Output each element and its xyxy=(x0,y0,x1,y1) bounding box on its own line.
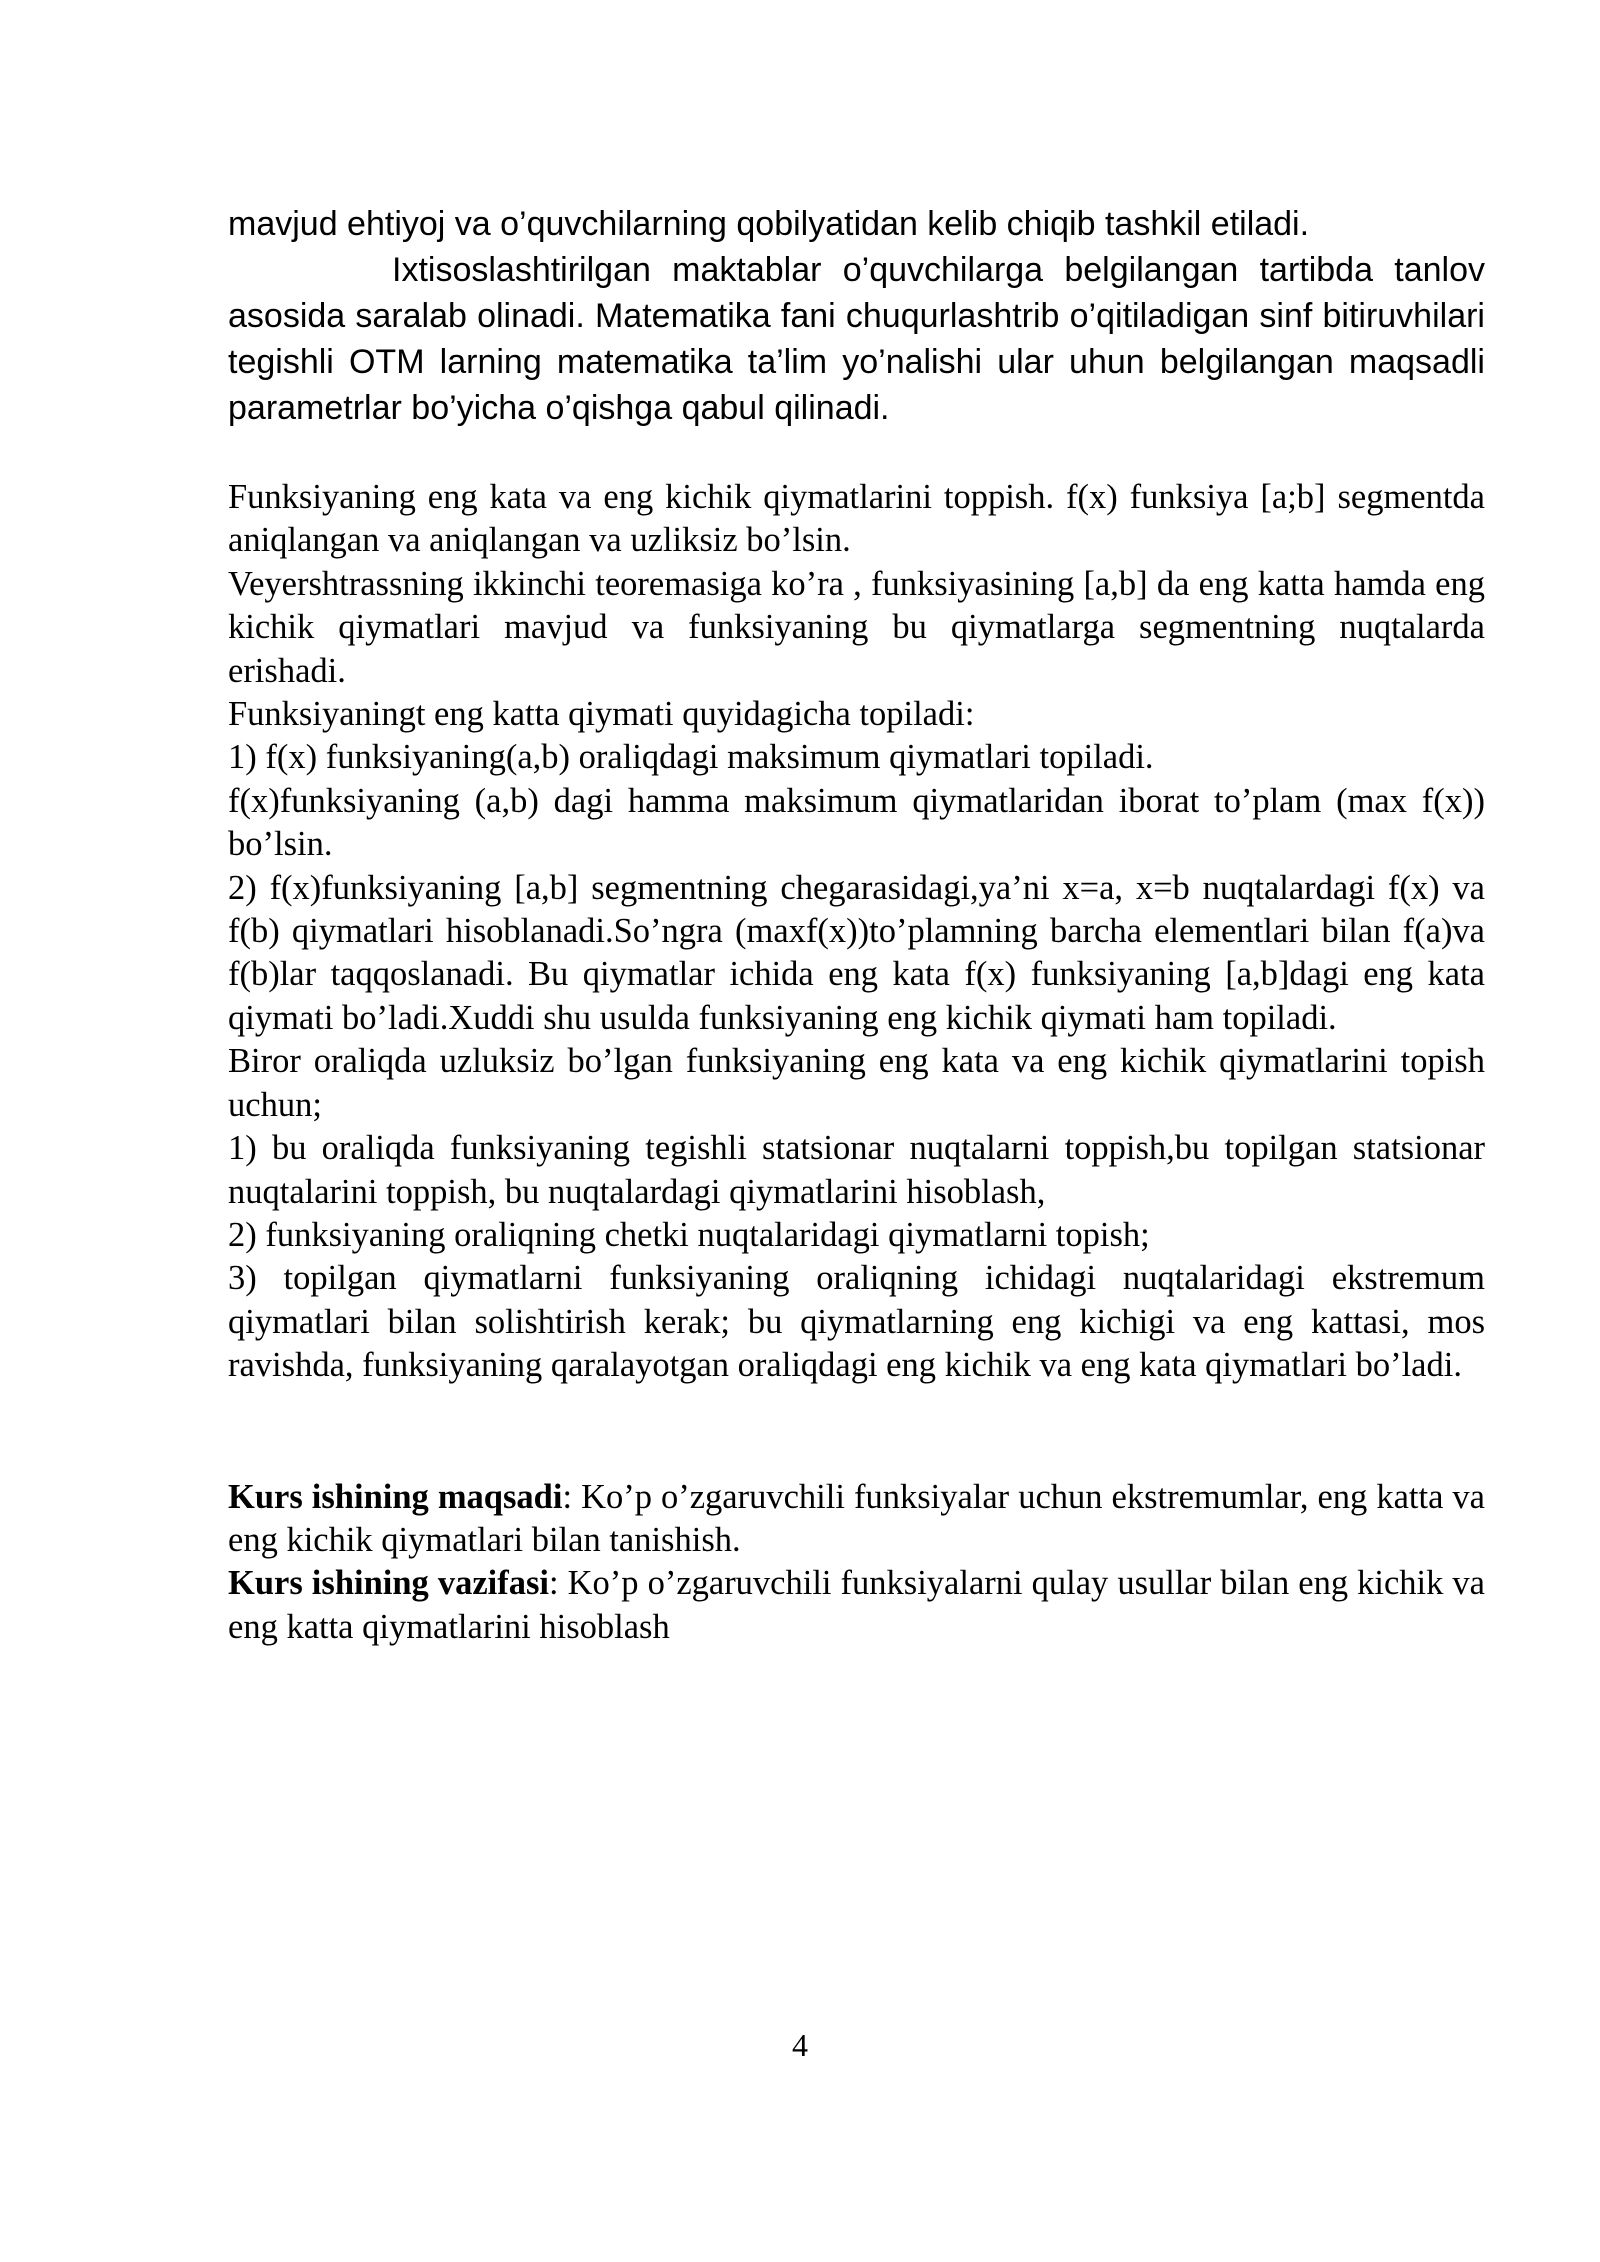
body-paragraph-1: Funksiyaning eng kata va eng kichik qiymatlarini toppish. f(x) funksiya [a;b] segmentda aniqlangan va aniqlangan va uzliksiz bo’lsin. xyxy=(228,478,1485,560)
body-paragraph-4: 1) f(x) funksiyaning(a,b) oraliqdagi maksimum qiymatlari topiladi. xyxy=(228,738,1154,777)
spacer xyxy=(228,431,1485,476)
course-task-label: Kurs ishining vazifasi xyxy=(228,1564,549,1603)
course-block xyxy=(228,1476,1485,1650)
body-paragraph-9: 2) funksiyaning oraliqning chetki nuqtalaridagi qiymatlarni topish; xyxy=(228,1215,1150,1254)
body-paragraph-3: Funksiyaningt eng katta qiymati quyidagicha topiladi: xyxy=(228,695,975,734)
page-number: 4 xyxy=(792,2027,808,2063)
intro-paragraph-2: Ixtisoslashtirilgan maktablar o’quvchilarga belgilangan tartibda tanlov asosida saralab olinadi. Matematika fani chuqurlashtrib o’qitiladigan sinf bitiruvhilari tegishli OTM larning matematika ta’lim yo’nalishi ular uhun belgilangan maqsadli parametrlar bo’yicha o’qishga qabul qilinadi. xyxy=(228,251,1485,427)
body-paragraph-10: 3) topilgan qiymatlarni funksiyaning oraliqning ichidagi nuqtalaridagi ekstremum qiymatlari bilan solishtirish kerak; bu qiymatlarning eng kichigi va eng kattasi, mos ravishda, funksiyaning qaralayotgan oraliqdagi eng kichik va eng kata qiymatlari bo’ladi. xyxy=(228,1259,1485,1385)
course-task-text: : Ko’p o’zgaruvchili funksiyalarni qulay usullar bilan eng kichik va eng katta qiymatlarini hisoblash xyxy=(228,1564,1485,1646)
body-paragraph-5: f(x)funksiyaning (a,b) dagi hamma maksimum qiymatlaridan iborat to’plam (max f(x)) bo’lsin. xyxy=(228,781,1485,864)
intro-block xyxy=(228,201,1485,431)
course-goal-text: : Ko’p o’zgaruvchili funksiyalar uchun ekstremumlar, eng katta va eng kichik qiymatlari bilan tanishish. xyxy=(228,1477,1485,1559)
body-paragraph-2: Veyershtrassning ikkinchi teoremasiga ko’ra , funksiyasining [a,b] da eng katta hamda eng kichik qiymatlari mavjud va funksiyaning bu qiymatlarga segmentning nuqtalarda erishadi. xyxy=(228,564,1485,690)
body-paragraph-8: 1) bu oraliqda funksiyaning tegishli statsionar nuqtalarni toppish,bu topilgan statsionar nuqtalarini toppish, bu nuqtalardagi qiymatlarini hisoblash, xyxy=(228,1129,1485,1211)
main-text-block xyxy=(228,476,1485,1388)
course-task xyxy=(228,1562,1485,1649)
body-paragraph-7: Biror oraliqda uzluksiz bo’lgan funksiyaning eng kata va eng kichik qiymatlarini topish uchun; xyxy=(228,1042,1485,1124)
spacer xyxy=(228,1388,1485,1476)
course-goal xyxy=(228,1476,1485,1563)
intro-paragraph-1: mavjud ehtiyoj va o’quvchilarning qobilyatidan kelib chiqib tashkil etiladi. xyxy=(228,205,1310,243)
body-paragraph-6: 2) f(x)funksiyaning [a,b] segmentning chegarasidagi,ya’ni x=a, x=b nuqtalardagi f(x) va f(b) qiymatlari hisoblanadi.So’ngra (maxf(x))to’plamning barcha elementlari bilan f(a)va f(b)lar taqqoslanadi. Bu qiymatlar ichida eng kata f(x) funksiyaning [a,b]dagi eng kata qiymati bo’ladi.Xuddi shu usulda funksiyaning eng kichik qiymati ham topiladi. xyxy=(228,868,1485,1037)
page-content xyxy=(228,201,1485,1649)
course-goal-label: Kurs ishining maqsadi xyxy=(228,1477,563,1516)
